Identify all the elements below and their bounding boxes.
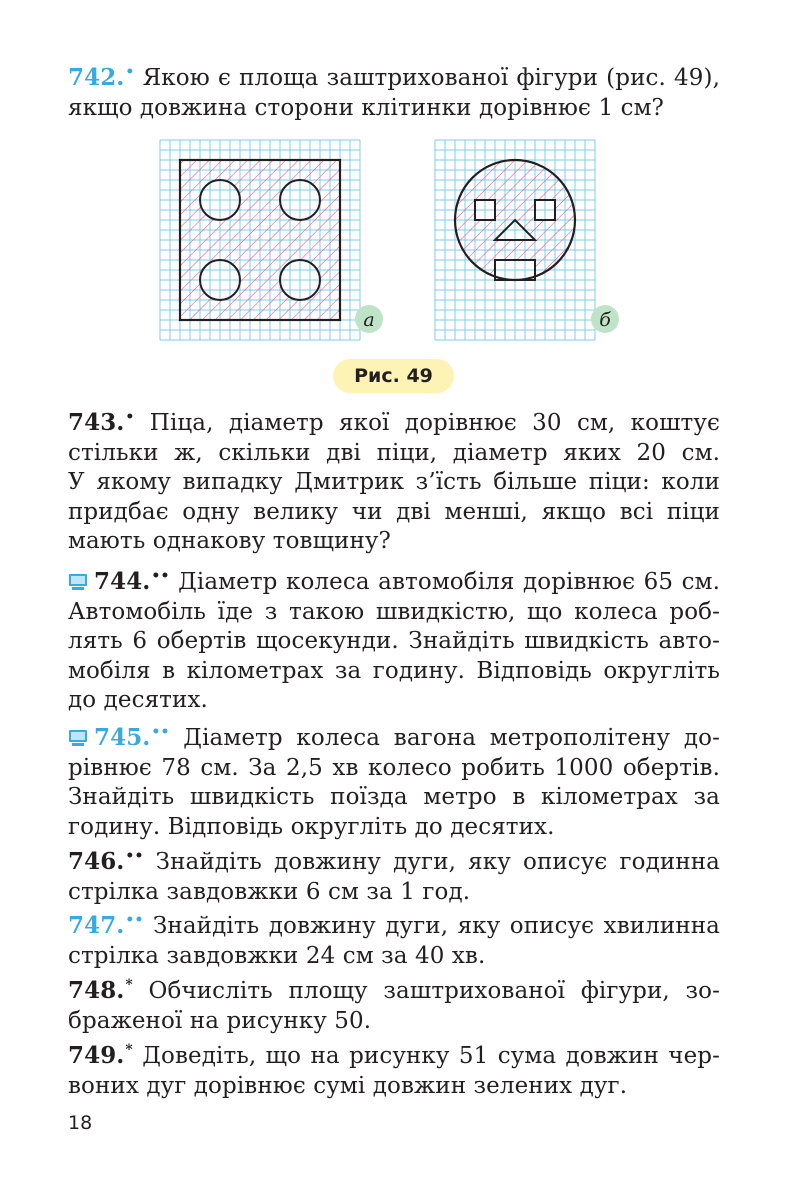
problem-text-line: мобіля в кілометрах за годину. Відповідь округліть <box>68 657 720 684</box>
problem-text-line: годину. Відповідь округліть до десятих. <box>68 813 555 840</box>
problem-text-line: стільки ж, скільки дві піци, діаметр яких 20 см. <box>68 439 720 466</box>
problem-7 <box>68 1036 720 1101</box>
difficulty-mark: • <box>125 64 135 80</box>
problem-text-line: стрілка завдовжки 6 см за 1 год. <box>68 878 471 905</box>
problem-text-line: Автомобіль їде з такою швидкістю, що колеса роб- <box>68 598 720 625</box>
page-number: 18 <box>68 1112 93 1134</box>
shaded-square-with-holes <box>180 160 340 320</box>
problem-text-line: лять 6 обертів щосекунди. Знайдіть швидкість авто- <box>68 628 720 654</box>
problem-number: 744.•• <box>94 568 170 595</box>
problem-2 <box>68 562 720 716</box>
problem-text-line: воних дуг дорівнює сумі довжин зелених дуг. <box>68 1072 628 1099</box>
problem-text-line: придбає одну велику чи дві менші, якщо всі піци <box>68 498 720 525</box>
computer-icon <box>68 573 88 591</box>
problem-6 <box>68 971 720 1036</box>
label-b: б <box>599 309 611 331</box>
figure-49 <box>150 130 630 355</box>
problem-number: 747.•• <box>68 912 144 939</box>
difficulty-mark: * <box>125 977 133 993</box>
problem-5 <box>68 906 720 971</box>
problem-text-line: 747.•• Знайдіть довжину дуги, яку описує хвилинна <box>68 912 720 939</box>
problem-number: 745.•• <box>94 724 170 751</box>
difficulty-mark: •• <box>151 568 170 584</box>
label-a: а <box>363 309 375 331</box>
problem-0 <box>68 58 720 123</box>
problem-number: 743.• <box>68 409 135 436</box>
difficulty-mark: • <box>125 409 135 425</box>
difficulty-mark: •• <box>125 848 144 864</box>
problem-text-line: якщо довжина сторони клітинки дорівнює 1 см? <box>68 94 664 121</box>
hole-circle <box>200 180 240 220</box>
difficulty-mark: * <box>125 1042 133 1058</box>
figure-caption: Рис. 49 <box>333 359 454 393</box>
problem-text-line: до десятих. <box>68 687 208 713</box>
problem-4 <box>68 842 720 907</box>
problem-text-line: 743.• Піца, діаметр якої дорівнює 30 см, коштує <box>68 409 720 436</box>
difficulty-mark: •• <box>125 912 144 928</box>
problem-3 <box>68 718 720 842</box>
problem-text-line: 742.• Якою є площа заштрихованої фігури (рис. 49), <box>68 64 720 91</box>
problem-text-line: стрілка завдовжки 24 см за 40 хв. <box>68 942 486 969</box>
problem-number: 746.•• <box>68 848 144 875</box>
problem-number: 749.* <box>68 1042 133 1069</box>
problem-text-line: 749.* Доведіть, що на рисунку 51 сума довжин чер- <box>68 1042 720 1069</box>
computer-icon <box>68 729 88 747</box>
problem-text-line: 745.•• Діаметр колеса вагона метрополітену до- <box>68 718 720 754</box>
problem-number: 742.• <box>68 64 135 91</box>
problem-text-line: мають однакову товщину? <box>68 528 391 554</box>
problem-text-line: У якому випадку Дмитрик з’їсть більше піци: коли <box>68 469 720 495</box>
problem-text-line: 746.•• Знайдіть довжину дуги, яку описує годинна <box>68 848 720 875</box>
problem-text-line: 748.* Обчисліть площу заштрихованої фігури, зо- <box>68 977 720 1004</box>
problem-text-line: браженої на рисунку 50. <box>68 1007 372 1034</box>
difficulty-mark: •• <box>151 724 170 740</box>
problem-number: 748.* <box>68 977 133 1004</box>
problem-text-line: 744.•• Діаметр колеса автомобіля дорівнює 65 см. <box>68 562 720 598</box>
problem-1 <box>68 403 720 557</box>
problem-text-line: рівнює 78 см. За 2,5 хв колесо робить 1000 обертів. <box>68 754 720 781</box>
problem-text-line: Знайдіть швидкість поїзда метро в кілометрах за <box>68 784 720 810</box>
